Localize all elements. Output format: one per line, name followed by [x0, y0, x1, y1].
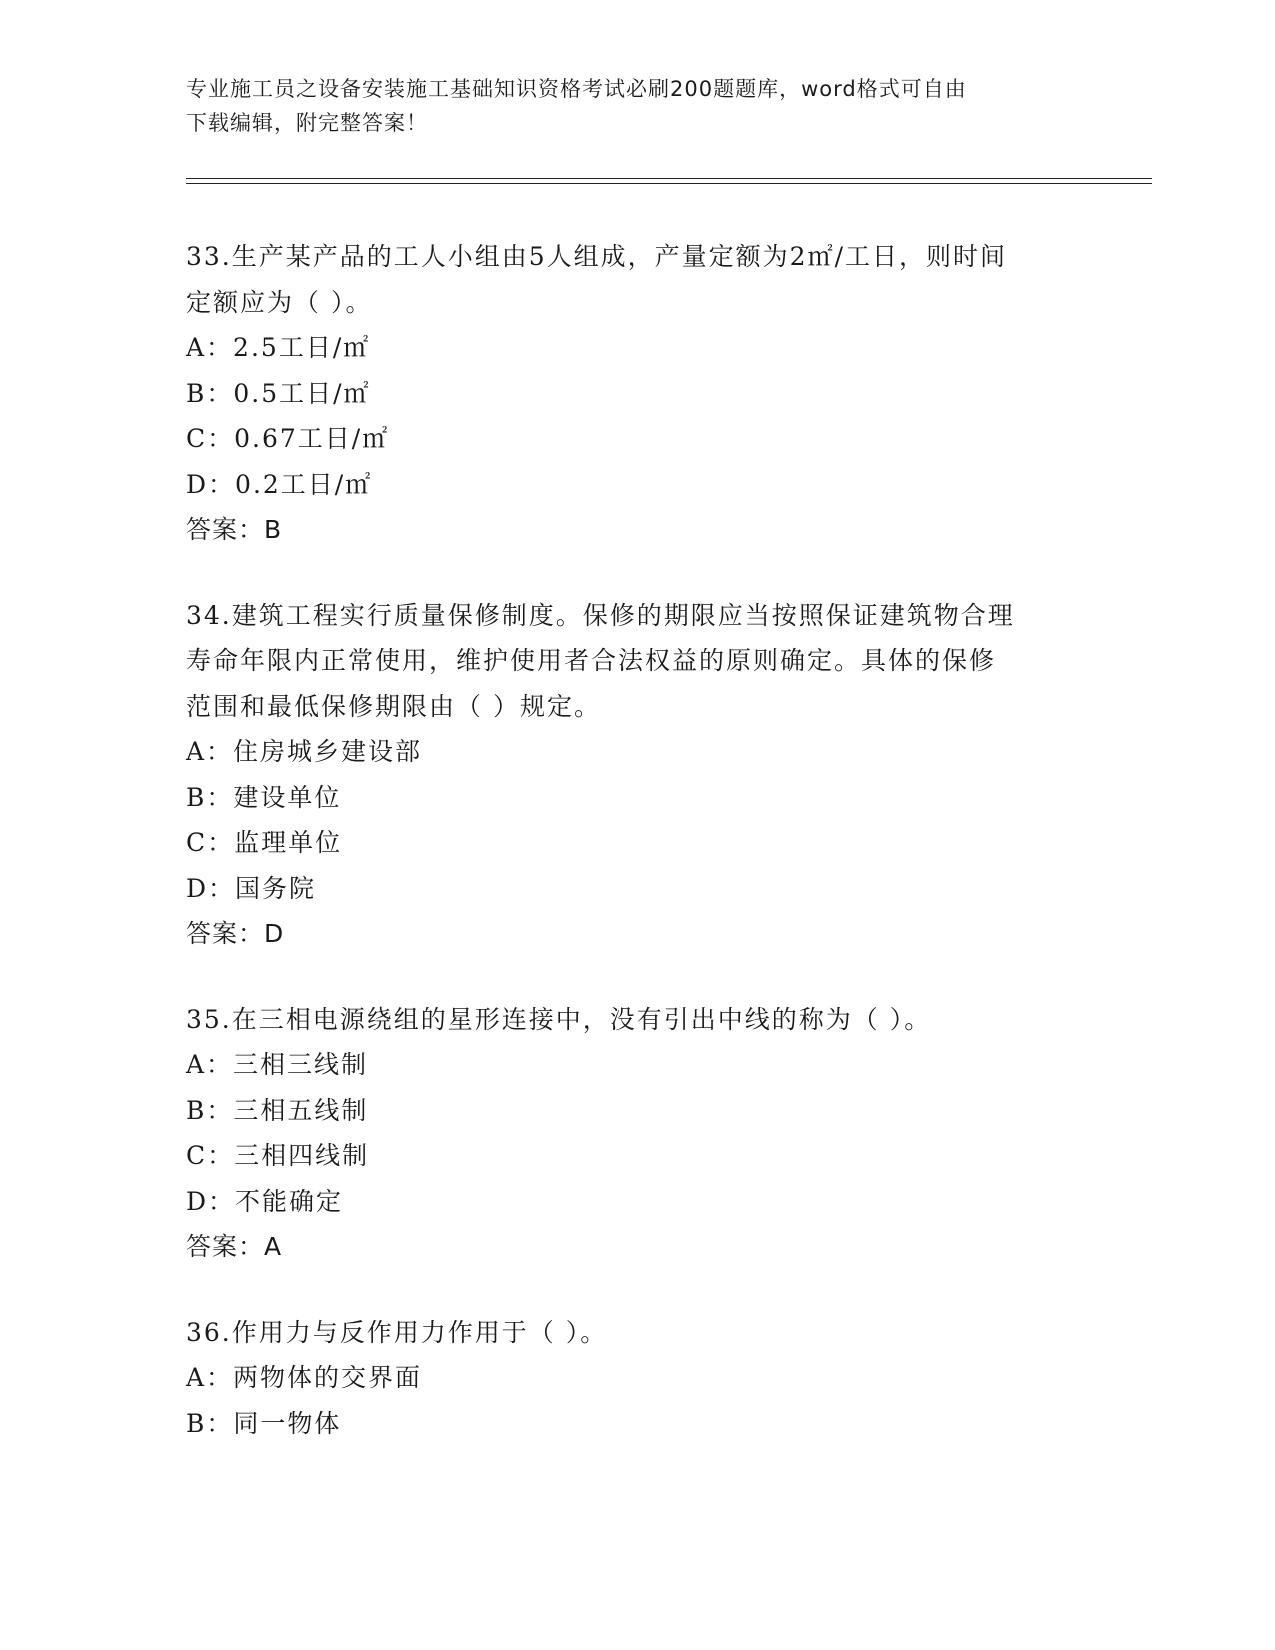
- option-b: B：同一物体: [186, 1408, 342, 1438]
- question-list: [186, 234, 1086, 1486]
- question-36: [186, 1310, 1086, 1447]
- option-a: A：三相三线制: [186, 1050, 369, 1079]
- option-a: A：两物体的交界面: [186, 1363, 423, 1392]
- header-divider-bottom: [186, 183, 1152, 184]
- question-stem-line: 35.在三相电源绕组的星形连接中，没有引出中线的称为（ ）。: [186, 1004, 932, 1034]
- header-divider-top: [186, 178, 1152, 179]
- answer-text: 答案：D: [186, 919, 285, 948]
- question-stem: [186, 593, 1086, 730]
- option-b: B：建设单位: [186, 782, 342, 812]
- document-header: [186, 72, 1086, 140]
- question-stem-line: 36.作用力与反作用力作用于（ ）。: [186, 1317, 608, 1347]
- answer-text: 答案：A: [186, 1232, 283, 1261]
- question-stem: [186, 997, 1086, 1043]
- option-a: A：住房城乡建设部: [186, 737, 423, 766]
- question-stem-line: 范围和最低保修期限由（ ）规定。: [186, 691, 601, 721]
- option-d: D：0.2工日/㎡: [186, 469, 373, 499]
- question-stem-line: 33.生产某产品的工人小组由5人组成，产量定额为2㎡/工日，则时间: [186, 242, 1007, 271]
- question-33: [186, 234, 1086, 553]
- question-stem-line: 定额应为（ ）。: [186, 287, 373, 317]
- option-b: B：三相五线制: [186, 1095, 369, 1125]
- question-stem: [186, 1310, 1086, 1356]
- question-stem: [186, 234, 1086, 325]
- answer-text: 答案：B: [186, 515, 283, 544]
- option-c: C：三相四线制: [186, 1141, 370, 1170]
- question-stem-line: 34.建筑工程实行质量保修制度。保修的期限应当按照保证建筑物合理: [186, 600, 1015, 630]
- option-c: C：0.67工日/㎡: [186, 424, 390, 453]
- question-35: [186, 997, 1086, 1270]
- option-d: D：国务院: [186, 873, 317, 903]
- header-line-2: 下载编辑，附完整答案！: [186, 111, 428, 135]
- question-stem-line: 寿命年限内正常使用，维护使用者合法权益的原则确定。具体的保修: [186, 646, 997, 675]
- question-34: [186, 593, 1086, 957]
- option-b: B：0.5工日/㎡: [186, 378, 371, 408]
- option-a: A：2.5工日/㎡: [186, 333, 371, 362]
- header-line-1: 专业施工员之设备安装施工基础知识资格考试必刷200题题库，word格式可自由: [186, 77, 967, 101]
- option-c: C：监理单位: [186, 828, 343, 857]
- option-d: D：不能确定: [186, 1186, 344, 1216]
